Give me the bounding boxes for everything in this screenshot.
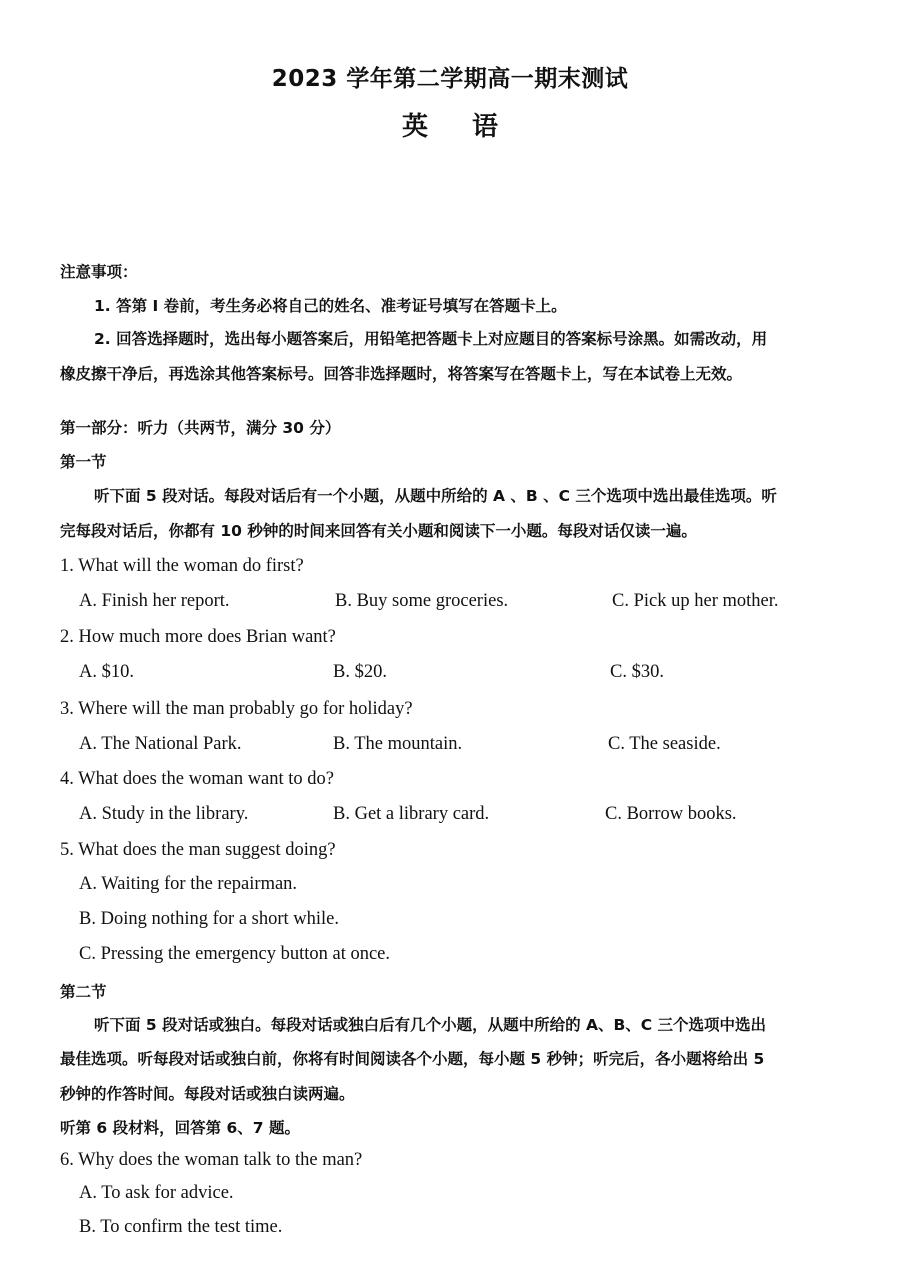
question-5-option-b: B. Doing nothing for a short while. [79,909,340,929]
notes-item-2-line-1: 2. 回答选择题时，选出每小题答案后，用铅笔把答题卡上对应题目的答案标号涂黑。如需改动，用 [94,330,768,348]
question-4-option-b: B. Get a library card. [333,804,490,824]
notes-heading: 注意事项： [60,263,138,281]
exam-title: 2023 学年第二学期高一期末测试 [271,66,629,92]
subject-title: 英语 [401,112,542,142]
notes-item-1: 1. 答第 I 卷前，考生务必将自己的姓名、准考证号填写在答题卡上。 [94,297,567,315]
question-3-option-b: B. The mountain. [333,734,463,754]
section1-instruction-line-1: 听下面 5 段对话。每段对话后有一个小题，从题中所给的 A 、B 、C 三个选项中选出最佳选项。听 [94,487,777,505]
section2-heading: 第二节 [60,983,107,1001]
section2-instruction-line-3: 秒钟的作答时间。每段对话或独白读两遍。 [60,1085,355,1103]
question-3-option-c: C. The seaside. [608,734,721,754]
section1-instruction-line-2: 完每段对话后，你都有 10 秒钟的时间来回答有关小题和阅读下一小题。每段对话仅读一遍。 [60,522,697,540]
question-6-option-b: B. To confirm the test time. [79,1217,283,1237]
question-3-option-a: A. The National Park. [79,734,242,754]
question-5: 5. What does the man suggest doing? [60,840,336,860]
question-1-option-c: C. Pick up her mother. [612,591,779,611]
question-2: 2. How much more does Brian want? [60,627,336,647]
question-6-option-a: A. To ask for advice. [79,1183,234,1203]
section2-instruction-line-2: 最佳选项。听每段对话或独白前，你将有时间阅读各个小题，每小题 5 秒钟；听完后，各小题将给出 5 [60,1050,765,1068]
question-6: 6. Why does the woman talk to the man? [60,1150,363,1170]
material-6-instruction: 听第 6 段材料，回答第 6、7 题。 [60,1119,300,1137]
part1-heading: 第一部分：听力（共两节，满分 30 分） [60,419,341,437]
section2-instruction-line-1: 听下面 5 段对话或独白。每段对话或独白后有几个小题，从题中所给的 A、B、C 三个选项中选出 [94,1016,767,1034]
section1-heading: 第一节 [60,453,107,471]
question-4-option-a: A. Study in the library. [79,804,249,824]
question-2-option-a: A. $10. [79,662,134,682]
question-1-option-a: A. Finish her report. [79,591,230,611]
question-5-option-a: A. Waiting for the repairman. [79,874,298,894]
question-2-option-b: B. $20. [333,662,387,682]
question-1: 1. What will the woman do first? [60,556,304,576]
question-3: 3. Where will the man probably go for holiday? [60,699,413,719]
question-4: 4. What does the woman want to do? [60,769,335,789]
question-1-option-b: B. Buy some groceries. [335,591,509,611]
question-5-option-c: C. Pressing the emergency button at once. [79,944,391,964]
notes-item-2-line-2: 橡皮擦干净后，再选涂其他答案标号。回答非选择题时，将答案写在答题卡上，写在本试卷上无效。 [60,365,743,383]
question-2-option-c: C. $30. [610,662,664,682]
question-4-option-c: C. Borrow books. [605,804,737,824]
